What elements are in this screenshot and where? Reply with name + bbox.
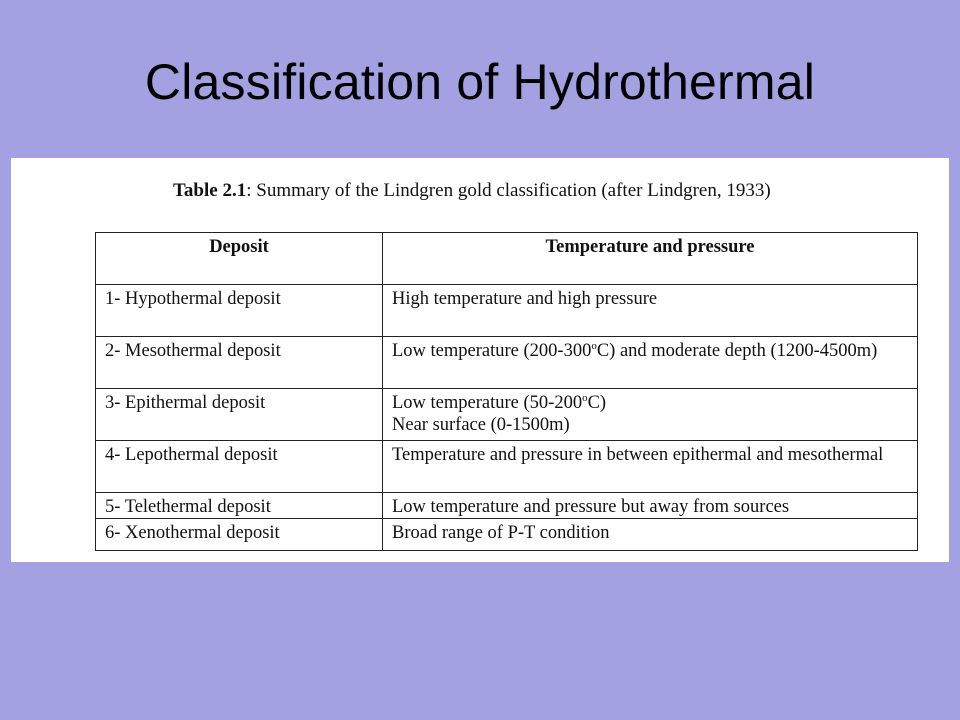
deposit-cell: 5- Telethermal deposit xyxy=(96,493,383,519)
table-row xyxy=(96,337,918,389)
conditions-text: Low temperature (200-300 xyxy=(392,341,592,361)
conditions-cell xyxy=(383,389,918,441)
caption-text: : Summary of the Lindgren gold classification (after Lindgren, 1933) xyxy=(246,180,771,201)
deposit-cell: 3- Epithermal deposit xyxy=(96,389,383,441)
header-deposit: Deposit xyxy=(96,233,383,285)
conditions-cell: Temperature and pressure in between epithermal and mesothermal xyxy=(383,441,918,493)
conditions-text: Near surface (0-1500m) xyxy=(392,415,570,435)
table-row xyxy=(96,441,918,493)
deposit-cell: 4- Lepothermal deposit xyxy=(96,441,383,493)
table-row xyxy=(96,519,918,551)
table-header-row xyxy=(96,233,918,285)
conditions-text: C) and moderate depth (1200-4500m) xyxy=(596,341,878,361)
header-temperature-pressure: Temperature and pressure xyxy=(383,233,918,285)
table-caption xyxy=(173,180,771,202)
conditions-cell xyxy=(383,337,918,389)
table-row xyxy=(96,389,918,441)
table-row xyxy=(96,285,918,337)
degree-mark: o xyxy=(582,392,588,404)
degree-mark: o xyxy=(591,340,597,352)
classification-table xyxy=(95,232,918,551)
deposit-cell: 2- Mesothermal deposit xyxy=(96,337,383,389)
conditions-text: C) xyxy=(587,393,607,413)
deposit-cell: 1- Hypothermal deposit xyxy=(96,285,383,337)
conditions-cell: Low temperature and pressure but away from sources xyxy=(383,493,918,519)
deposit-cell: 6- Xenothermal deposit xyxy=(96,519,383,551)
table-figure xyxy=(11,158,949,562)
slide-title: Classification of Hydrothermal xyxy=(144,54,816,110)
table-row xyxy=(96,493,918,519)
conditions-cell: Broad range of P-T condition xyxy=(383,519,918,551)
caption-label: Table 2.1 xyxy=(173,180,247,201)
conditions-text: Low temperature (50-200 xyxy=(392,393,583,413)
conditions-cell: High temperature and high pressure xyxy=(383,285,918,337)
